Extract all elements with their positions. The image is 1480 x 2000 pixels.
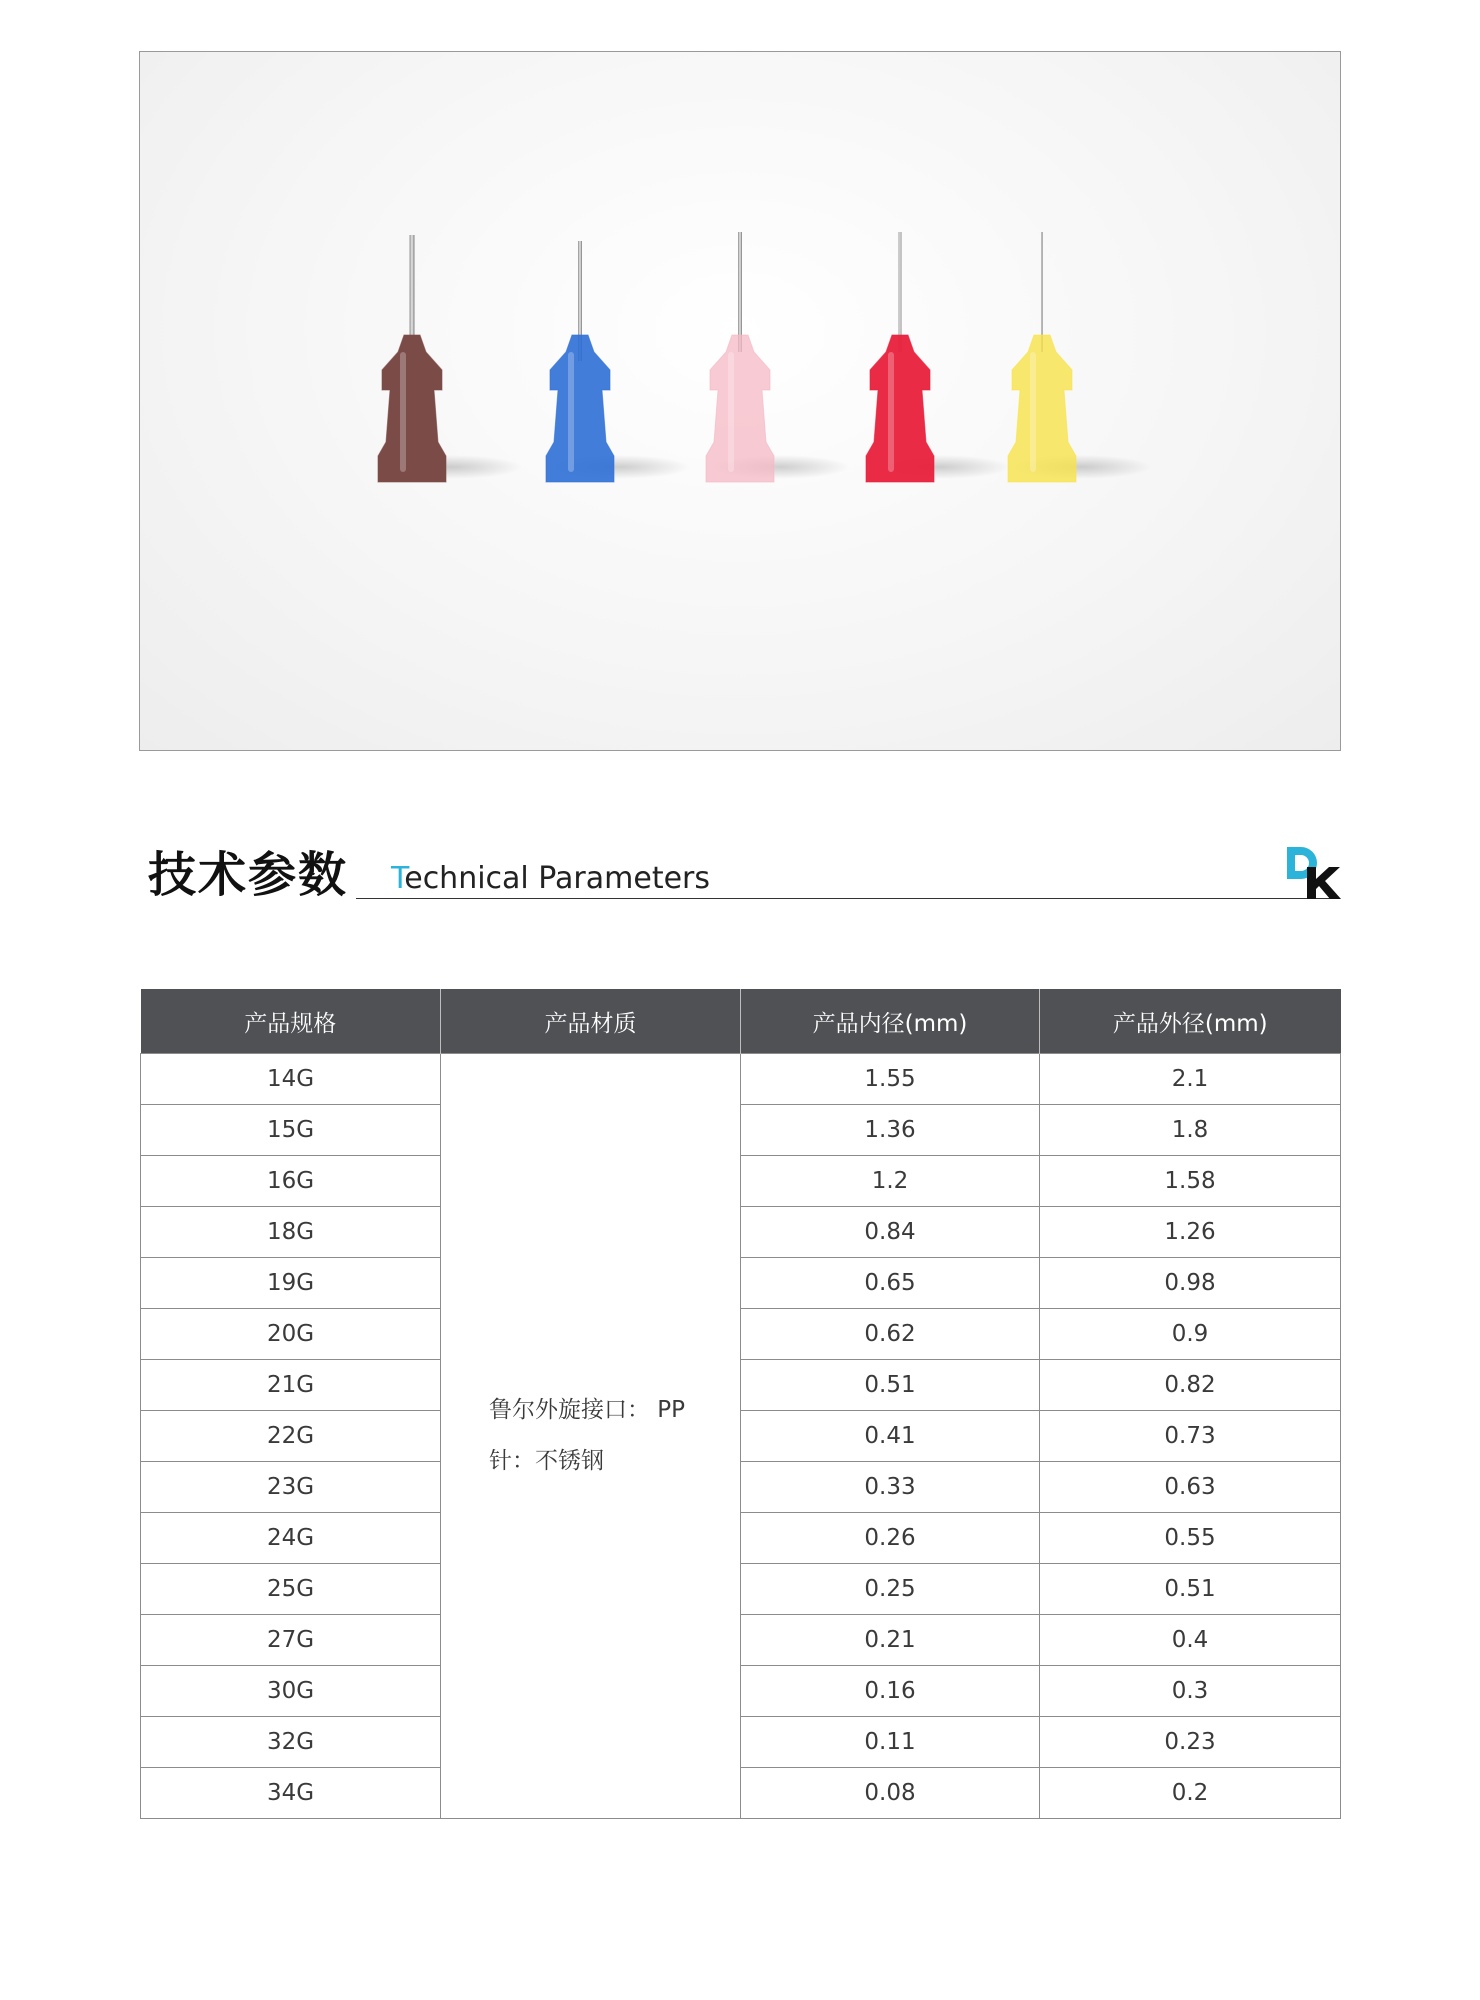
title-en-initial: T bbox=[391, 861, 405, 896]
cell-gauge: 32G bbox=[141, 1717, 441, 1768]
table-row bbox=[141, 1411, 1341, 1462]
cell-gauge: 22G bbox=[141, 1411, 441, 1462]
product-photo bbox=[139, 51, 1341, 751]
cell-gauge: 20G bbox=[141, 1309, 441, 1360]
cell-outer-diameter: 0.73 bbox=[1040, 1411, 1341, 1462]
cell-gauge: 18G bbox=[141, 1207, 441, 1258]
cell-gauge: 30G bbox=[141, 1666, 441, 1717]
cell-outer-diameter: 1.8 bbox=[1040, 1105, 1341, 1156]
hub-highlight bbox=[888, 352, 894, 472]
table-row bbox=[141, 1615, 1341, 1666]
cell-outer-diameter: 0.4 bbox=[1040, 1615, 1341, 1666]
cell-gauge: 24G bbox=[141, 1513, 441, 1564]
title-en-rest: echnical Parameters bbox=[404, 861, 711, 896]
cell-gauge: 15G bbox=[141, 1105, 441, 1156]
section-title-cn: 技术参数 bbox=[148, 847, 349, 903]
cell-gauge: 19G bbox=[141, 1258, 441, 1309]
header-outer-diameter: 产品外径(mm) bbox=[1040, 989, 1341, 1054]
cell-outer-diameter: 0.23 bbox=[1040, 1717, 1341, 1768]
table-row bbox=[141, 1462, 1341, 1513]
cell-outer-diameter: 0.55 bbox=[1040, 1513, 1341, 1564]
cell-outer-diameter: 0.63 bbox=[1040, 1462, 1341, 1513]
table-row bbox=[141, 1054, 1341, 1105]
cell-inner-diameter: 1.55 bbox=[741, 1054, 1040, 1105]
cell-inner-diameter: 1.36 bbox=[741, 1105, 1040, 1156]
needle-shaft bbox=[1041, 232, 1043, 352]
cell-gauge: 27G bbox=[141, 1615, 441, 1666]
hub-highlight bbox=[400, 352, 406, 472]
cell-inner-diameter: 0.25 bbox=[741, 1564, 1040, 1615]
header-gauge: 产品规格 bbox=[141, 989, 441, 1054]
table-header-row bbox=[141, 989, 1341, 1054]
table-row bbox=[141, 1258, 1341, 1309]
title-underline bbox=[356, 898, 1340, 899]
hub-highlight bbox=[728, 352, 734, 472]
cell-outer-diameter: 0.82 bbox=[1040, 1360, 1341, 1411]
table-body bbox=[141, 1054, 1341, 1819]
cell-inner-diameter: 0.65 bbox=[741, 1258, 1040, 1309]
cell-inner-diameter: 0.84 bbox=[741, 1207, 1040, 1258]
dk-logo bbox=[1285, 845, 1341, 901]
header-material: 产品材质 bbox=[441, 989, 741, 1054]
material-line: 针：不锈钢 bbox=[489, 1448, 604, 1474]
cell-outer-diameter: 0.51 bbox=[1040, 1564, 1341, 1615]
needle-hub bbox=[546, 335, 614, 482]
cell-outer-diameter: 0.98 bbox=[1040, 1258, 1341, 1309]
needle-shaft bbox=[738, 232, 742, 352]
cell-gauge: 25G bbox=[141, 1564, 441, 1615]
cell-material bbox=[441, 1054, 741, 1819]
cell-inner-diameter: 0.26 bbox=[741, 1513, 1040, 1564]
table-row bbox=[141, 1309, 1341, 1360]
cell-gauge: 21G bbox=[141, 1360, 441, 1411]
table-row bbox=[141, 1105, 1341, 1156]
table-row bbox=[141, 1156, 1341, 1207]
needle-hub bbox=[866, 335, 934, 482]
table-row bbox=[141, 1360, 1341, 1411]
hub-highlight bbox=[568, 352, 574, 472]
needle-hub bbox=[1008, 335, 1076, 482]
cell-outer-diameter: 1.58 bbox=[1040, 1156, 1341, 1207]
needle-hub bbox=[378, 335, 446, 482]
table-row bbox=[141, 1717, 1341, 1768]
cell-gauge: 23G bbox=[141, 1462, 441, 1513]
cell-inner-diameter: 0.21 bbox=[741, 1615, 1040, 1666]
cell-gauge: 16G bbox=[141, 1156, 441, 1207]
needles-illustration bbox=[140, 52, 1340, 750]
cell-outer-diameter: 0.2 bbox=[1040, 1768, 1341, 1819]
spec-table bbox=[140, 989, 1341, 1819]
cell-inner-diameter: 0.16 bbox=[741, 1666, 1040, 1717]
cell-outer-diameter: 1.26 bbox=[1040, 1207, 1341, 1258]
table-row bbox=[141, 1666, 1341, 1717]
cell-outer-diameter: 0.9 bbox=[1040, 1309, 1341, 1360]
cell-inner-diameter: 0.11 bbox=[741, 1717, 1040, 1768]
cell-inner-diameter: 1.2 bbox=[741, 1156, 1040, 1207]
cell-inner-diameter: 0.62 bbox=[741, 1309, 1040, 1360]
cell-inner-diameter: 0.33 bbox=[741, 1462, 1040, 1513]
section-heading bbox=[148, 845, 1340, 905]
cell-inner-diameter: 0.51 bbox=[741, 1360, 1040, 1411]
cell-outer-diameter: 0.3 bbox=[1040, 1666, 1341, 1717]
needle-shaft bbox=[899, 232, 902, 352]
table-row bbox=[141, 1207, 1341, 1258]
table-row bbox=[141, 1768, 1341, 1819]
section-title-en bbox=[391, 859, 710, 899]
cell-inner-diameter: 0.41 bbox=[741, 1411, 1040, 1462]
cell-inner-diameter: 0.08 bbox=[741, 1768, 1040, 1819]
hub-highlight bbox=[1030, 352, 1036, 472]
header-inner-diameter: 产品内径(mm) bbox=[741, 989, 1040, 1054]
material-line: 鲁尔外旋接口： PP bbox=[489, 1397, 686, 1423]
cell-gauge: 34G bbox=[141, 1768, 441, 1819]
table-row bbox=[141, 1564, 1341, 1615]
needle-hub bbox=[706, 335, 774, 482]
cell-gauge: 14G bbox=[141, 1054, 441, 1105]
table-row bbox=[141, 1513, 1341, 1564]
cell-outer-diameter: 2.1 bbox=[1040, 1054, 1341, 1105]
